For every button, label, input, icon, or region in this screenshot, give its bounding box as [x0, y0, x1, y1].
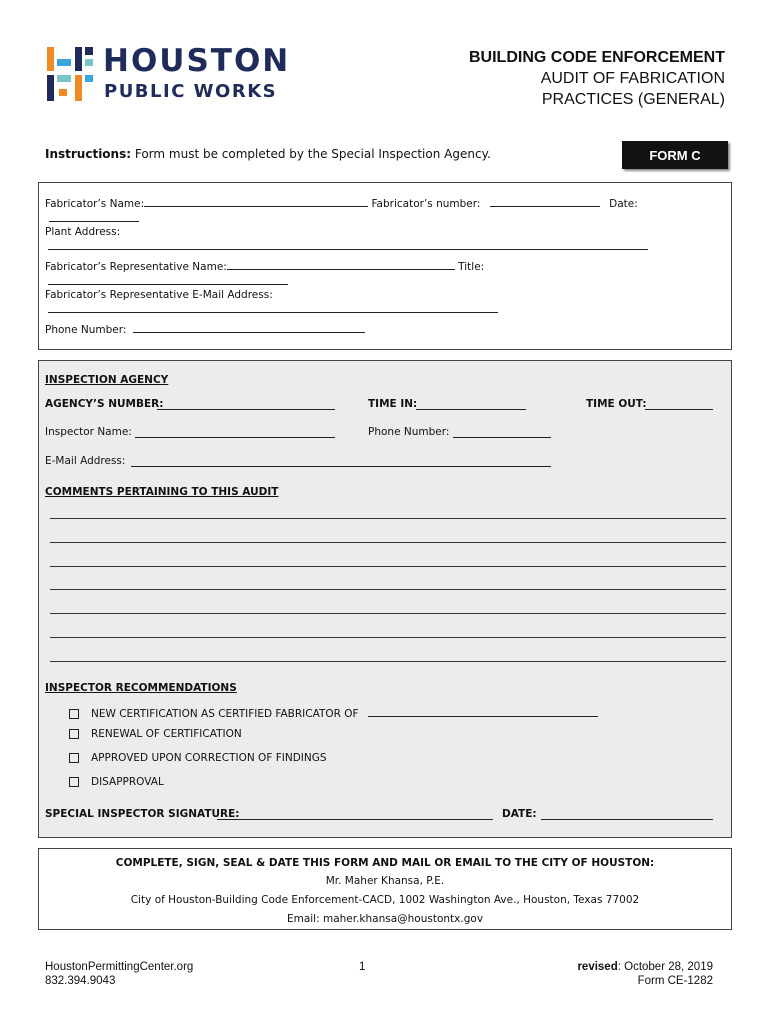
comment-line[interactable]: [50, 589, 726, 590]
revised-label: revised: [577, 961, 618, 973]
fabricator-name-label: Fabricator’s Name:: [45, 198, 145, 210]
agency-row-2: [45, 426, 725, 440]
houston-logo-icon: [45, 45, 97, 103]
comment-line[interactable]: [50, 637, 726, 638]
instructions-label: Instructions:: [45, 147, 132, 161]
agency-phone-field[interactable]: [453, 426, 551, 438]
agency-heading: INSPECTION AGENCY: [45, 374, 169, 386]
fabricator-phone-field[interactable]: [133, 321, 365, 333]
recommend-option-label: NEW CERTIFICATION AS CERTIFIED FABRICATOR OF: [91, 708, 359, 720]
checkbox-icon[interactable]: [69, 753, 79, 763]
comments-heading: COMMENTS PERTAINING TO THIS AUDIT: [45, 486, 279, 498]
fabricator-of-field[interactable]: [368, 705, 598, 717]
signature-date-label: DATE:: [502, 808, 537, 820]
fabricator-name-field[interactable]: [144, 195, 368, 207]
signature-label: SPECIAL INSPECTOR SIGNATURE:: [45, 808, 240, 820]
instructions: [45, 147, 491, 161]
form-header: [365, 47, 725, 110]
agency-email-label: E-Mail Address:: [45, 455, 126, 467]
recommend-option[interactable]: [69, 776, 164, 788]
signature-row: [45, 808, 725, 822]
signature-field[interactable]: [217, 808, 493, 820]
recommend-option-label: DISAPPROVAL: [91, 776, 164, 788]
comment-line[interactable]: [50, 518, 726, 519]
footer-phone: 832.394.9043: [45, 975, 116, 987]
checkbox-icon[interactable]: [69, 729, 79, 739]
logo-houston: HOUSTON: [103, 43, 291, 79]
agency-number-label: AGENCY’S NUMBER:: [45, 398, 164, 410]
header-subtitle-1: AUDIT OF FABRICATION: [540, 70, 725, 87]
agency-phone-label: Phone Number:: [368, 426, 450, 438]
recommend-option[interactable]: [69, 728, 242, 740]
rep-name-field[interactable]: [227, 258, 455, 270]
plant-address-label: Plant Address:: [45, 226, 121, 238]
recommend-option[interactable]: [69, 705, 598, 720]
fabricator-number-field[interactable]: [490, 195, 600, 207]
mail-email: Email: maher.khansa@houstontx.gov: [286, 913, 484, 925]
time-out-field[interactable]: [645, 398, 713, 410]
comment-line[interactable]: [50, 613, 726, 614]
plant-address-field[interactable]: [48, 238, 648, 250]
fabricator-row-5: [45, 321, 725, 336]
instructions-text: Form must be completed by the Special Inspection Agency.: [131, 147, 491, 161]
fabricator-number-label: Fabricator’s number:: [371, 198, 481, 210]
rep-title-label: Title:: [458, 261, 485, 273]
page-number: 1: [359, 961, 366, 973]
fabricator-section: [38, 182, 732, 350]
revised-date: : October 28, 2019: [617, 961, 713, 973]
rep-email-label: Fabricator’s Representative E-Mail Address:: [45, 289, 273, 301]
footer-website[interactable]: HoustonPermittingCenter.org: [45, 961, 194, 973]
comment-line[interactable]: [50, 566, 726, 567]
form-badge: FORM C: [622, 141, 728, 169]
comment-line[interactable]: [50, 542, 726, 543]
header-title: BUILDING CODE ENFORCEMENT: [469, 49, 725, 66]
fabricator-row-2: [45, 226, 725, 253]
rep-email-field[interactable]: [48, 301, 498, 313]
fabricator-date-label: Date:: [609, 198, 638, 210]
time-out-label: TIME OUT:: [586, 398, 647, 410]
recommend-option[interactable]: [69, 752, 327, 764]
rep-name-label: Fabricator’s Representative Name:: [45, 261, 227, 273]
logo-public-works: PUBLIC WORKS: [104, 81, 278, 102]
time-in-label: TIME IN:: [368, 398, 418, 410]
time-in-field[interactable]: [416, 398, 526, 410]
agency-row-1: [45, 398, 725, 412]
fabricator-phone-label: Phone Number:: [45, 324, 127, 336]
mail-recipient: Mr. Maher Khansa, P.E.: [325, 875, 445, 887]
checkbox-icon[interactable]: [69, 709, 79, 719]
fabricator-date-field[interactable]: [49, 210, 139, 222]
agency-email-field[interactable]: [131, 455, 551, 467]
mail-instructions-box: [38, 848, 732, 930]
header-subtitle-2: PRACTICES (GENERAL): [541, 91, 725, 108]
inspector-name-label: Inspector Name:: [45, 426, 132, 438]
rep-title-field[interactable]: [48, 273, 288, 285]
form-id: Form CE-1282: [637, 975, 713, 987]
recommend-option-label: APPROVED UPON CORRECTION OF FINDINGS: [91, 752, 327, 764]
comment-line[interactable]: [50, 661, 726, 662]
checkbox-icon[interactable]: [69, 777, 79, 787]
footer-left: [45, 960, 193, 988]
agency-number-field[interactable]: [157, 398, 335, 410]
recommend-heading: INSPECTOR RECOMMENDATIONS: [45, 682, 237, 694]
fabricator-row-3: [45, 258, 725, 288]
recommend-option-label: RENEWAL OF CERTIFICATION: [91, 728, 242, 740]
logo: [45, 45, 305, 105]
inspection-agency-section: [38, 360, 732, 838]
fabricator-row-1: [45, 195, 725, 225]
mail-address: City of Houston-Building Code Enforcement-CACD, 1002 Washington Ave., Houston, Texas 77002: [130, 894, 640, 906]
inspector-name-field[interactable]: [135, 426, 335, 438]
signature-date-field[interactable]: [541, 808, 713, 820]
footer-right: [577, 960, 713, 988]
agency-row-3: [45, 455, 725, 469]
fabricator-row-4: [45, 289, 725, 316]
mail-heading: COMPLETE, SIGN, SEAL & DATE THIS FORM AND MAIL OR EMAIL TO THE CITY OF HOUSTON:: [115, 857, 655, 869]
